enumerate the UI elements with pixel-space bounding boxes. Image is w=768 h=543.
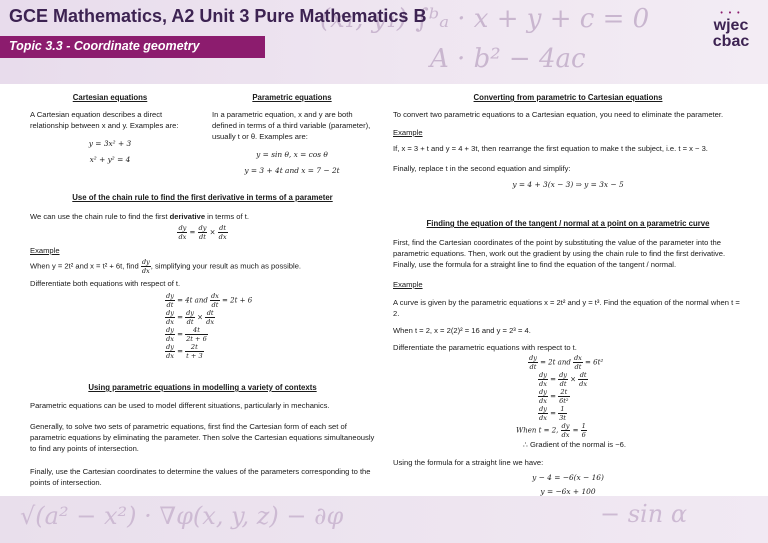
example-label: Example bbox=[393, 128, 423, 137]
section-parametric bbox=[212, 92, 372, 176]
equation: y − 4 = −6(x − 16) bbox=[532, 473, 604, 482]
topic-title: Topic 3.3 - Coordinate geometry bbox=[9, 39, 200, 53]
example-label: Example bbox=[30, 246, 60, 255]
section-converting bbox=[393, 92, 743, 190]
chain-rule-formula: $\frac{dy}{dx}$ = $\frac{dy}{dt}$ × $\frac{dt}{dx}$ bbox=[178, 224, 227, 241]
equation: y = 3x² + 3 bbox=[88, 139, 132, 148]
decorative-math-scribble: (x₁, y₁) ∫ᵇₐ · x + y + c = 0 bbox=[320, 4, 650, 34]
equation: y = 4 + 3(x − 3) ⇒ y = 3x − 5 bbox=[512, 180, 624, 189]
equation: x² + y² = 4 bbox=[89, 155, 131, 164]
example-label: Example bbox=[393, 280, 423, 289]
section-text: A Cartesian equation describes a direct relationship between x and y. Examples are: bbox=[30, 110, 179, 130]
section-text: Finally, replace t in the second equation and simplify: bbox=[393, 164, 571, 173]
equation: y = sin θ, x = cos θ bbox=[256, 150, 328, 159]
wjec-cbac-logo: • • • wjec cbac bbox=[706, 10, 756, 50]
section-text: Using the formula for a straight line we have: bbox=[393, 458, 544, 467]
worked-solution: $\frac{dy}{dt}$ = 4t and $\frac{dx}{dt}$ = 2t + 6 $\frac{dy}{dx}$ = $\frac{dy}{dt}$ × $\frac{dt}{dx}$ $\frac{dy}{dx}$ = $\frac{4t}{2t + 6}$ $\frac{dy}{dx}$ = $\frac{2t}{t + 3}$ bbox=[166, 292, 253, 360]
section-heading: Use of the chain rule to find the first derivative in terms of a parameter bbox=[72, 193, 333, 202]
section-text: Generally, to solve two sets of parametric equations, first find the Cartesian form of each set of parametric equations by eliminating the parameter. Then solve the Cartesian equations simultaneously to find any points of intersection. bbox=[30, 422, 375, 453]
section-text: We can use the chain rule to find the first derivative in terms of t. bbox=[30, 212, 249, 221]
section-text: To convert two parametric equations to a Cartesian equation, you need to eliminate the parameter. bbox=[393, 110, 724, 119]
section-text: Finally, use the Cartesian coordinates to determine the values of the parameters corresponding to the points of intersection. bbox=[30, 467, 371, 487]
worked-solution: $\frac{dy}{dt}$ = 2t and $\frac{dx}{dt}$ = 6t² $\frac{dy}{dx}$ = $\frac{dy}{dt}$ × $\frac{dt}{dx}$ $\frac{dy}{dx}$ = $\frac{2t}{\text{6t²}}$ $\frac{dy}{dx}$ = $\frac{1}{3t}$ When t = 2, $\frac{dy}{dx}$ = $\frac{1}{6}$ ∴ Gradient of the normal is −6. bbox=[528, 354, 743, 450]
section-modelling bbox=[30, 382, 375, 488]
section-heading: Parametric equations bbox=[252, 93, 332, 102]
equation: y = 3 + 4t and x = 7 − 2t bbox=[244, 166, 340, 175]
section-heading: Cartesian equations bbox=[72, 93, 148, 102]
section-heading: Finding the equation of the tangent / normal at a point on a parametric curve bbox=[426, 219, 710, 228]
header-banner bbox=[0, 0, 768, 84]
section-chain-rule bbox=[30, 192, 375, 360]
section-text: Parametric equations can be used to model different situations, particularly in mechanics. bbox=[30, 401, 330, 410]
content-area bbox=[0, 84, 768, 543]
logo-dots-icon: • • • bbox=[720, 10, 742, 17]
section-text: First, find the Cartesian coordinates of the point by substituting the value of the parameter into the parametric equations. Then, work out the gradient by using the chain rule to find the first derivative. Finally, use the formula for a straight line to find the equation of the tangent / normal. bbox=[393, 238, 726, 269]
section-heading: Converting from parametric to Cartesian equations bbox=[473, 93, 663, 102]
section-cartesian bbox=[30, 92, 190, 165]
section-tangent-normal bbox=[393, 218, 743, 497]
topic-bar bbox=[0, 36, 265, 58]
example-text: When y = 2t² and x = t² + 6t, find $\frac{dy}{dx}$ , simplifying your result as much as possible. bbox=[30, 258, 302, 275]
page-title: GCE Mathematics, A2 Unit 3 Pure Mathematics B bbox=[9, 6, 427, 26]
section-text: Differentiate the parametric equations with respect to t. bbox=[393, 343, 577, 352]
decorative-math-scribble: A · b² − 4ac bbox=[430, 44, 586, 74]
example-text: If, x = 3 + t and y = 4 + 3t, then rearrange the first equation to make t the subject, i.e. t = x − 3. bbox=[393, 144, 708, 153]
decorative-math-scribble: − sin α bbox=[600, 500, 688, 528]
decorative-math-scribble: √(a² − x²) · ∇φ(x, y, z) − ∂φ bbox=[20, 502, 344, 530]
section-heading: Using parametric equations in modelling a variety of contexts bbox=[88, 383, 317, 392]
equation: y = −6x + 100 bbox=[540, 487, 596, 496]
example-text: When t = 2, x = 2(2)² = 16 and y = 2³ = 4. bbox=[393, 326, 531, 335]
section-text: In a parametric equation, x and y are both defined in terms of a third variable (parameter), usually t or θ. Examples are: bbox=[212, 110, 371, 141]
section-text: Differentiate both equations with respect of t. bbox=[30, 279, 181, 288]
gradient-text: ∴ Gradient of the normal is −6. bbox=[523, 440, 626, 449]
example-text: A curve is given by the parametric equations x = 2t² and y = t³. Find the equation of the normal when t = 2. bbox=[393, 298, 740, 318]
